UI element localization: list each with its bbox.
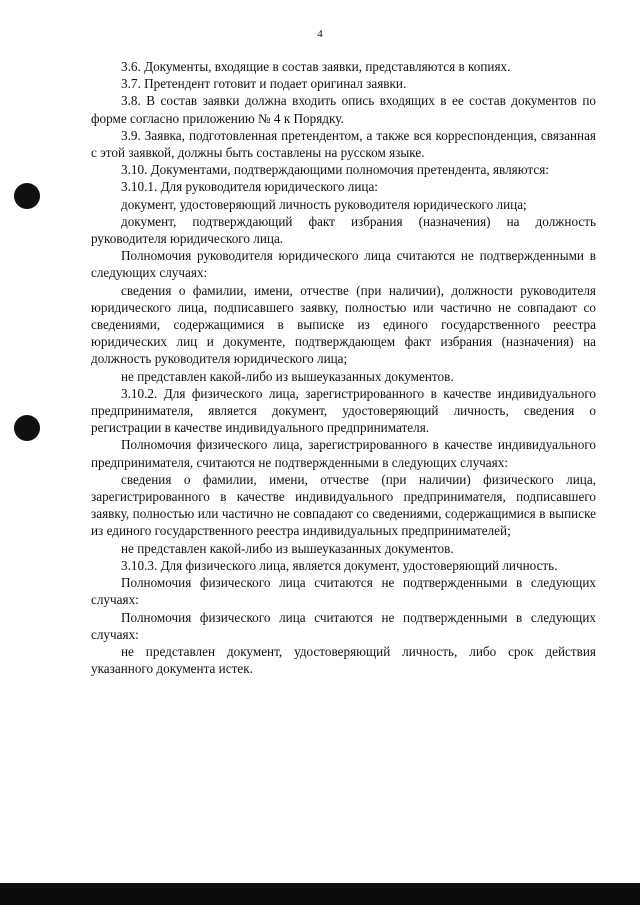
paragraph: Полномочия физического лица считаются не подтвержденными в следующих случаях: (91, 609, 596, 642)
clause-3-10: 3.10. Документами, подтверждающими полномочия претендента, являются: (121, 162, 549, 178)
paragraph: Полномочия руководителя юридического лица считаются не подтвержденными в следующих случаях: (91, 248, 596, 281)
clause-3-10-2: 3.10.2. Для физического лица, зарегистрированного в качестве индивидуального предпринимателя, является документ, удостоверяющий личность, сведения о регистрации в качестве индивидуального предпринимателя. (91, 385, 596, 436)
list-item: не представлен документ, удостоверяющий личность, либо срок действия указанного документа истек. (91, 643, 596, 677)
clause-3-8: 3.8. В состав заявки должна входить опись входящих в ее состав документов по форме согласно приложению № 4 к Порядку. (91, 93, 596, 126)
punch-hole-lower (14, 415, 40, 441)
clause-3-10-1: 3.10.1. Для руководителя юридического лица: (121, 179, 378, 195)
paragraph: Полномочия физического лица считаются не подтвержденными в следующих случаях: (91, 575, 596, 608)
list-item: не представлен какой-либо из вышеуказанных документов. (121, 540, 454, 556)
clause-3-10-3: 3.10.3. Для физического лица, является документ, удостоверяющий личность. (121, 557, 558, 573)
clause-3-9: 3.9. Заявка, подготовленная претендентом, а также вся корреспонденция, связанная с этой заявкой, должны быть составлены на русском языке. (91, 127, 596, 161)
list-item: не представлен какой-либо из вышеуказанных документов. (121, 368, 454, 384)
scan-bottom-edge (0, 883, 640, 905)
list-item: документ, удостоверяющий личность руководителя юридического лица; (121, 196, 527, 212)
list-item: сведения о фамилии, имени, отчестве (при наличии) физического лица, зарегистрированного в качестве индивидуального предпринимателя, подписавшего заявку, полностью или частично не совпадают со сведениями, содержащимися в выписке из единого государственного реестра индивидуальных предпринимателей; (91, 471, 596, 539)
punch-hole-upper (14, 183, 40, 209)
list-item: сведения о фамилии, имени, отчестве (при наличии), должности руководителя юридического лица, подписавшего заявку, полностью или частично не совпадают со сведениями, содержащимися в выписке из единого государственного реестра юридических лиц и документе, подтверждающем факт избрания (назначения) на должность руководителя юридического лица; (91, 282, 596, 367)
list-item: документ, подтверждающий факт избрания (назначения) на должность руководителя юридического лица. (91, 213, 596, 247)
clause-3-7: 3.7. Претендент готовит и подает оригинал заявки. (121, 76, 407, 92)
document-body (91, 58, 596, 677)
page-number: 4 (317, 28, 323, 40)
paragraph: Полномочия физического лица, зарегистрированного в качестве индивидуального предпринимателя, считаются не подтвержденными в следующих случаях: (91, 437, 596, 470)
clause-3-6: 3.6. Документы, входящие в состав заявки, представляются в копиях. (121, 59, 511, 74)
